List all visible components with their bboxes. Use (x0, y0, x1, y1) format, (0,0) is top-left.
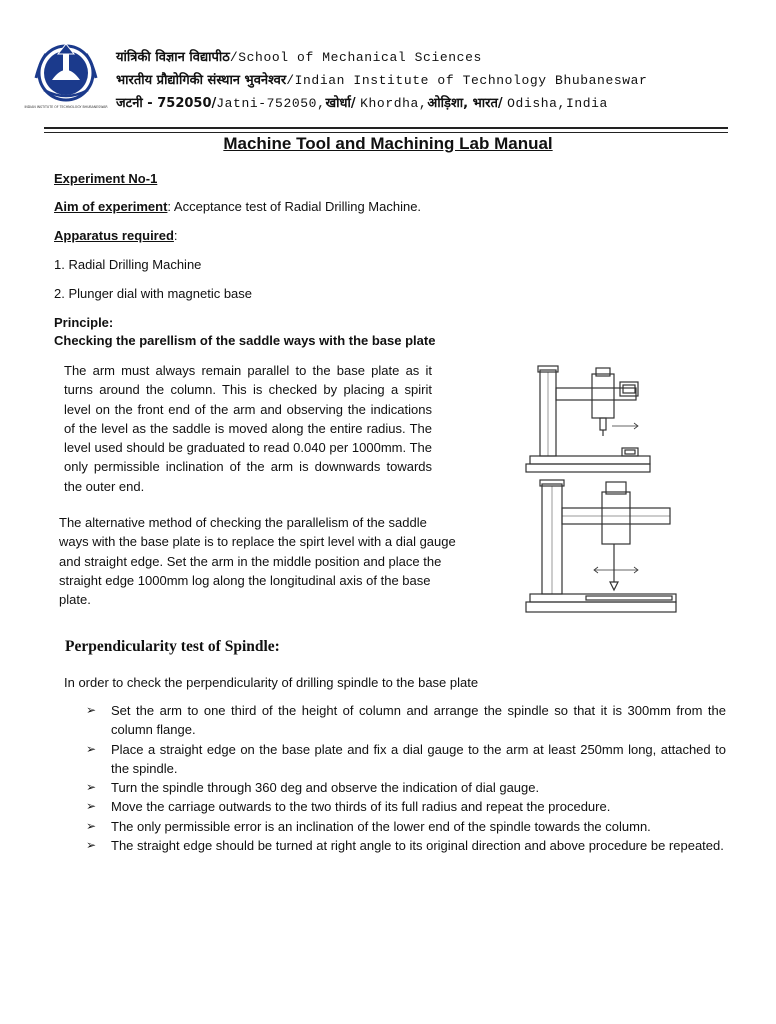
arrow-bullet-icon: ➢ (86, 838, 97, 853)
apparatus-item: 1. Radial Drilling Machine (54, 257, 202, 272)
header-address-part6: Odisha,India (507, 96, 608, 111)
list-item (84, 740, 726, 779)
list-item-text: Turn the spindle through 360 deg and observe the indication of dial gauge. (111, 780, 540, 796)
experiment-number: Experiment No-1 (54, 171, 158, 186)
principle-label: Principle: (54, 315, 114, 330)
paragraph-arm-parallel: The arm must always remain parallel to the base plate as it turns around the column. This is checked by placing a spirit level on the front end of the arm and observing the indications of the level as the saddle is moved along the entire radius. The level used should be graduated to read 0.040 per 1000mm. The only permissible inclination of the arm is downwards towards the outer end. (64, 363, 432, 494)
list-item (84, 836, 726, 855)
arrow-bullet-icon: ➢ (86, 780, 97, 795)
radial-drill-dial-gauge-figure (520, 478, 680, 616)
header-rule-thick (44, 127, 728, 129)
list-item-text: The only permissible error is an inclination of the lower end of the spindle towards the column. (111, 818, 651, 834)
header-school-english: School of Mechanical Sciences (238, 50, 482, 65)
page-title-text: Machine Tool and Machining Lab Manual (223, 134, 553, 153)
arrow-bullet-icon: ➢ (86, 703, 97, 717)
header-address-part5: ओड़िशा, भारत/ (427, 96, 508, 111)
list-item-text: Move the carriage outwards to the two thirds of its full radius and repeat the procedure. (111, 799, 611, 815)
arrow-bullet-icon: ➢ (86, 818, 97, 833)
header-address-part4: Khordha, (360, 96, 428, 111)
perpendicularity-heading: Perpendicularity test of Spindle: (65, 638, 280, 655)
header-address-part1: जटनी - 752050/ (116, 96, 217, 111)
list-item (84, 797, 726, 816)
procedure-list (84, 701, 726, 855)
header-sep-2: / (286, 73, 295, 88)
aim-line (54, 197, 421, 216)
list-item-text: Place a straight edge on the base plate and fix a dial gauge to the arm at least 250mm long, attached to the spindle. (111, 741, 726, 776)
list-item-text: Set the arm to one third of the height of column and arrange the spindle so that it is 300mm from the column flange. (111, 703, 726, 738)
list-item-text: The straight edge should be turned at right angle to its original direction and above procedure be repeated. (111, 838, 724, 854)
perpendicularity-intro: In order to check the perpendicularity of drilling spindle to the base plate (64, 675, 479, 690)
header-sep-1: / (229, 50, 239, 65)
arrow-bullet-icon: ➢ (86, 799, 97, 814)
header-address-part2: Jatni-752050, (216, 96, 326, 111)
radial-drill-spirit-level-figure (520, 362, 650, 476)
header-line-school (116, 49, 482, 66)
header-line-address (116, 95, 608, 112)
arrow-bullet-icon: ➢ (86, 741, 97, 756)
iit-bhubaneswar-logo (24, 40, 108, 118)
principle-subtitle: Checking the parellism of the saddle ways with the base plate (54, 333, 436, 348)
header-address-part3: खोर्धा/ (325, 96, 361, 111)
header-school-hindi: यांत्रिकी विज्ञान विद्यापीठ (116, 50, 230, 65)
header-rule-thin (44, 132, 728, 133)
header-institute-english: Indian Institute of Technology Bhubaneswar (294, 73, 648, 88)
list-item (84, 701, 726, 740)
page-title (0, 134, 776, 154)
list-item (84, 817, 726, 836)
aim-text: : Acceptance test of Radial Drilling Machine. (167, 199, 422, 214)
apparatus-label: Apparatus required (54, 228, 174, 243)
apparatus-colon: : (173, 228, 178, 243)
logo-caption: INDIAN INSTITUTE OF TECHNOLOGY BHUBANESWAR (24, 105, 108, 109)
paragraph-alternative-method: The alternative method of checking the parallelism of the saddle ways with the base plate is to replace the spirt level with a dial gauge and straight edge. Set the arm in the middle position and place the straight edge 1000mm log along the longitudinal axis of the base plate. (59, 515, 456, 608)
apparatus-item: 2. Plunger dial with magnetic base (54, 286, 253, 301)
list-item (84, 778, 726, 797)
header-institute-hindi: भारतीय प्रौद्योगिकी संस्थान भुवनेश्वर (116, 73, 287, 88)
apparatus-line (54, 226, 178, 245)
aim-label: Aim of experiment (54, 199, 168, 214)
header-line-institute (116, 72, 647, 89)
